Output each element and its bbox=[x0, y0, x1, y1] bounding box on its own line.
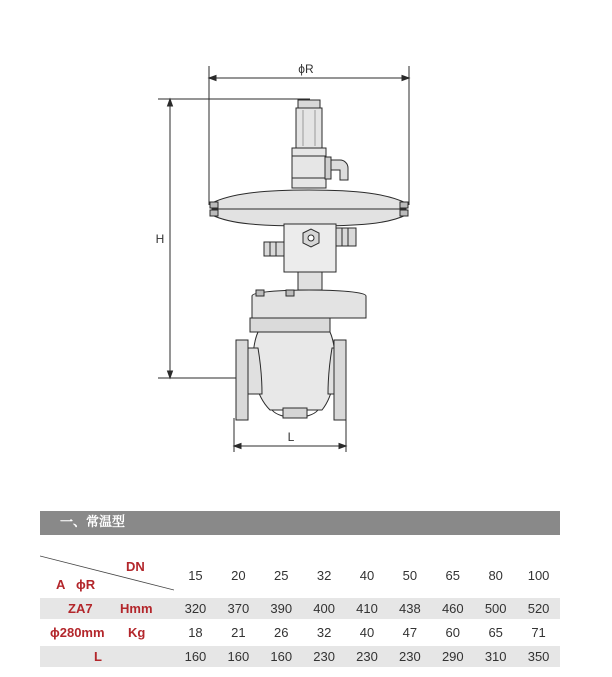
table-cell: 230 bbox=[313, 649, 335, 664]
dn-value: 100 bbox=[527, 568, 550, 583]
table-cell: 500 bbox=[484, 601, 507, 616]
table-cell: 230 bbox=[399, 649, 421, 664]
table-cell: 160 bbox=[184, 649, 207, 664]
table-header-row bbox=[40, 552, 560, 595]
table-cell: 160 bbox=[270, 649, 293, 664]
row-values bbox=[174, 601, 560, 616]
table-cell: 520 bbox=[527, 601, 550, 616]
table-cell: 26 bbox=[273, 625, 289, 640]
dn-value: 20 bbox=[231, 568, 246, 583]
diameter-label: ϕR bbox=[298, 62, 314, 76]
height-label: H bbox=[155, 232, 165, 246]
table-cell: 310 bbox=[484, 649, 507, 664]
dn-value: 65 bbox=[445, 568, 461, 583]
dn-values bbox=[174, 568, 560, 583]
spec-table bbox=[40, 552, 560, 667]
table-cell: 160 bbox=[227, 649, 250, 664]
table-cell: 400 bbox=[313, 601, 335, 616]
table-cell: 410 bbox=[356, 601, 378, 616]
table-cell: 21 bbox=[231, 625, 246, 640]
row-values bbox=[174, 625, 560, 640]
table-row bbox=[40, 622, 560, 643]
dn-value: 25 bbox=[273, 568, 289, 583]
dn-value: 40 bbox=[359, 568, 375, 583]
table-cell: 47 bbox=[402, 625, 418, 640]
table-cell: 320 bbox=[184, 601, 207, 616]
dn-value: 80 bbox=[488, 568, 503, 583]
row-label: ZA7 bbox=[68, 601, 93, 616]
row-label: ϕ280mm bbox=[50, 625, 105, 640]
table-row bbox=[40, 646, 560, 667]
table-cell: 230 bbox=[356, 649, 378, 664]
row-unit-label: Hmm bbox=[120, 601, 153, 616]
dn-value: 32 bbox=[316, 568, 332, 583]
spring-housing bbox=[292, 100, 348, 188]
table-cell: 18 bbox=[188, 625, 203, 640]
table-cell: 350 bbox=[527, 649, 550, 664]
diaphragm bbox=[210, 190, 408, 226]
dn-value: 15 bbox=[188, 568, 203, 583]
table-cell: 438 bbox=[399, 601, 421, 616]
table-cell: 460 bbox=[441, 601, 464, 616]
table-cell: 32 bbox=[316, 625, 332, 640]
dn-value: 50 bbox=[402, 568, 418, 583]
table-cell: 290 bbox=[441, 649, 464, 664]
table-cell: 71 bbox=[531, 625, 546, 640]
row-unit-label: Kg bbox=[128, 625, 146, 640]
header-dn-label: DN bbox=[126, 559, 145, 574]
header-r-label: ϕR bbox=[76, 577, 96, 592]
header-a-label: A bbox=[56, 577, 66, 592]
table-cell: 60 bbox=[445, 625, 461, 640]
table-row bbox=[40, 598, 560, 619]
table-cell: 370 bbox=[227, 601, 250, 616]
row-values bbox=[174, 649, 560, 664]
table-cell: 65 bbox=[488, 625, 503, 640]
section-title: 一、常温型 bbox=[40, 511, 560, 535]
row-label: L bbox=[94, 649, 102, 664]
table-cell: 40 bbox=[359, 625, 375, 640]
table-cell: 390 bbox=[270, 601, 293, 616]
valve-body bbox=[236, 224, 366, 420]
length-label: L bbox=[287, 430, 295, 444]
